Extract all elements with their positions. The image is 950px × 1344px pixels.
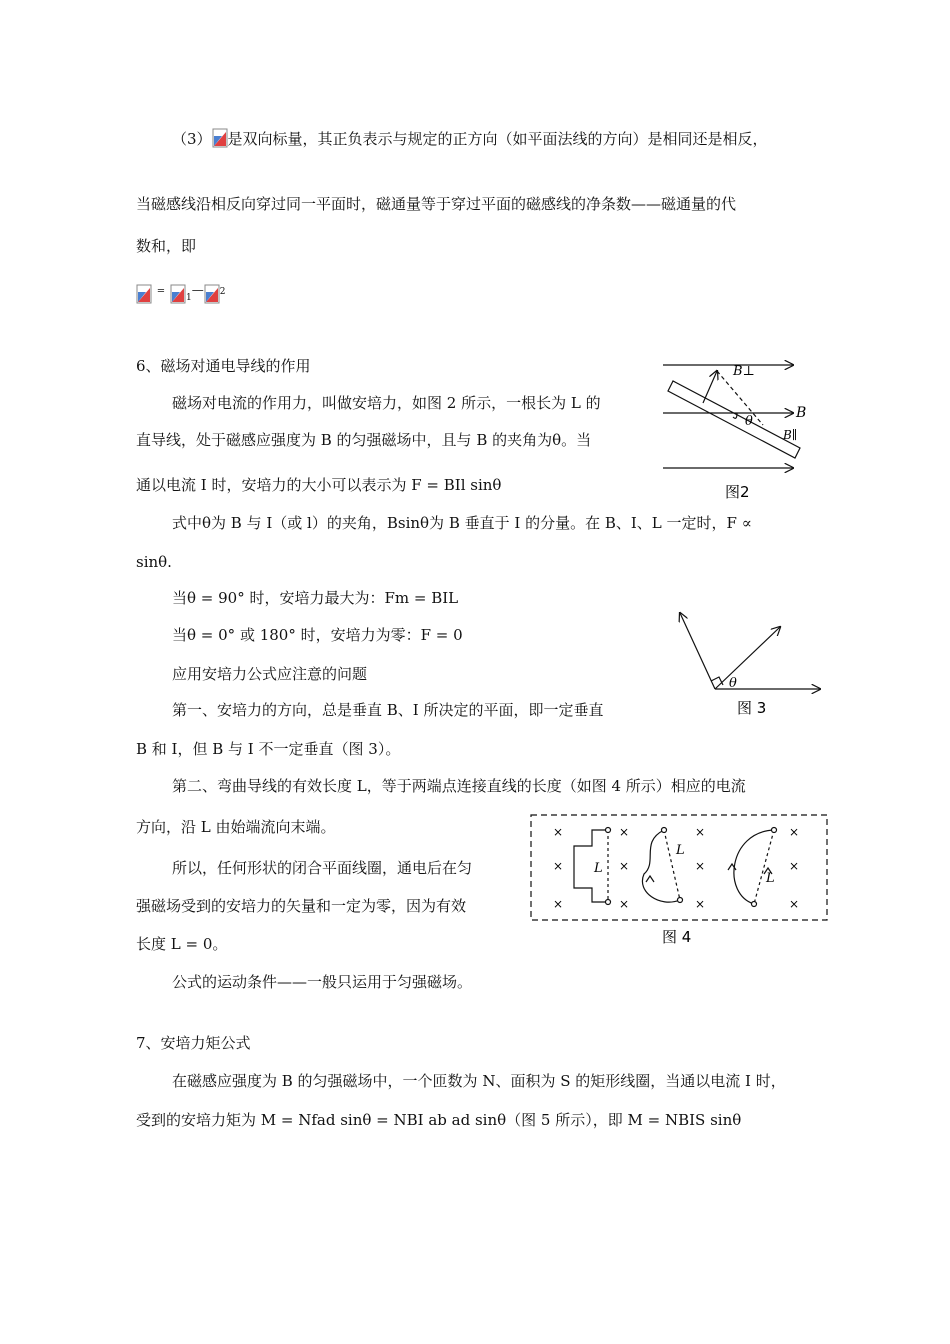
item-number: （3） — [172, 130, 212, 148]
field-crosses — [553, 825, 799, 911]
current-direction-arrow — [646, 876, 654, 882]
section-heading: 7、安培力矩公式 — [136, 1034, 251, 1052]
text-line: 公式的运动条件——一般只运用于匀强磁场。 — [172, 973, 473, 991]
b-par-label: B∥ — [783, 428, 798, 442]
theta-label: θ — [745, 414, 753, 429]
cross-mark: × — [694, 825, 706, 839]
figure-3 — [675, 605, 835, 720]
text-line: 第一、安培力的方向，总是垂直 B、I 所决定的平面，即一定垂直 — [172, 701, 604, 719]
text-line: 当θ = 0° 或 180° 时，安培力为零：F = 0 — [172, 626, 463, 644]
cross-mark: × — [618, 859, 630, 873]
figure-2 — [655, 355, 815, 505]
l-label: L — [594, 861, 603, 876]
b-perp-label: B⊥ — [733, 364, 755, 379]
wire-curved — [642, 830, 680, 902]
cross-mark: × — [694, 859, 706, 873]
figure-3-caption: 图 3 — [737, 699, 767, 717]
l-label: L — [676, 843, 685, 858]
phi2-image-icon — [204, 284, 220, 304]
text-line: 方向，沿 L 由始端流向末端。 — [136, 818, 336, 836]
effective-length-3 — [754, 830, 774, 904]
text-line: 长度 L = 0。 — [136, 935, 228, 953]
cross-mark: × — [552, 897, 564, 911]
theta-label: θ — [729, 676, 737, 691]
wire-rod — [668, 381, 800, 458]
text-line: 强磁场受到的安培力的矢量和一定为零，因为有效 — [136, 897, 467, 915]
text-line: 当θ = 90° 时，安培力最大为：Fm = BIL — [172, 589, 459, 607]
text-line: 当磁感线沿相反向穿过同一平面时，磁通量等于穿过平面的磁感线的净条数——磁通量的代 — [136, 195, 737, 213]
text-line: 磁场对电流的作用力，叫做安培力，如图 2 所示，一根长为 L 的 — [172, 394, 601, 412]
text-line: 直导线，处于磁感应强度为 B 的匀强磁场中，且与 B 的夹角为θ。当 — [136, 431, 592, 449]
cross-mark: × — [788, 897, 800, 911]
section-heading: 6、磁场对通电导线的作用 — [136, 357, 311, 375]
phi-image-icon — [136, 284, 152, 304]
text-line: sinθ. — [136, 553, 172, 571]
text-line: 在磁感应强度为 B 的匀强磁场中，一个匝数为 N、面积为 S 的矩形线圈，当通以电流 I 时， — [172, 1072, 786, 1090]
cross-mark: × — [694, 897, 706, 911]
wire-stepped — [574, 830, 608, 902]
figure-2-caption: 图2 — [725, 483, 750, 501]
cross-mark: × — [788, 859, 800, 873]
text-line: 第二、弯曲导线的有效长度 L，等于两端点连接直线的长度（如图 4 所示）相应的电流 — [172, 777, 746, 795]
text-line: 数和，即 — [136, 237, 197, 255]
field-arrow — [715, 627, 780, 689]
text-line: 所以，任何形状的闭合平面线圈，通电后在匀 — [172, 859, 473, 877]
para-phi-sign: （3） 是双向标量，其正负表示与规定的正方向（如平面法线的方向）是相同还是相反， — [172, 130, 768, 148]
cross-mark: × — [618, 897, 630, 911]
force-arrow — [680, 613, 715, 689]
text-line: 应用安培力公式应注意的问题 — [172, 665, 368, 683]
figure-4 — [528, 812, 832, 947]
figure-4-caption: 图 4 — [662, 928, 692, 946]
phi-image-icon — [212, 128, 228, 148]
text-line: B 和 I，但 B 与 I 不一定垂直（图 3）。 — [136, 740, 401, 758]
cross-mark: × — [552, 825, 564, 839]
phi-equation: = 1— $^2$ — [136, 280, 225, 308]
effective-length-2 — [664, 830, 680, 900]
text-line: 式中θ为 B 与 I（或 l）的夹角，Bsinθ为 B 垂直于 I 的分量。在 B、I、L 一定时，F ∝ — [172, 514, 752, 532]
b-label: B — [796, 405, 807, 421]
phi1-image-icon — [170, 284, 186, 304]
l-label: L — [766, 871, 775, 886]
cross-mark: × — [788, 825, 800, 839]
b-perp-arrow — [703, 371, 717, 403]
formula-line: 受到的安培力矩为 M = Nfad sinθ = NBI ab ad sinθ（图 5 所示），即 M = NBIS sinθ — [136, 1111, 742, 1129]
cross-mark: × — [618, 825, 630, 839]
cross-mark: × — [552, 859, 564, 873]
formula-line: 通以电流 I 时，安培力的大小可以表示为 F = BIl sinθ — [136, 476, 502, 494]
field-region — [531, 815, 827, 920]
